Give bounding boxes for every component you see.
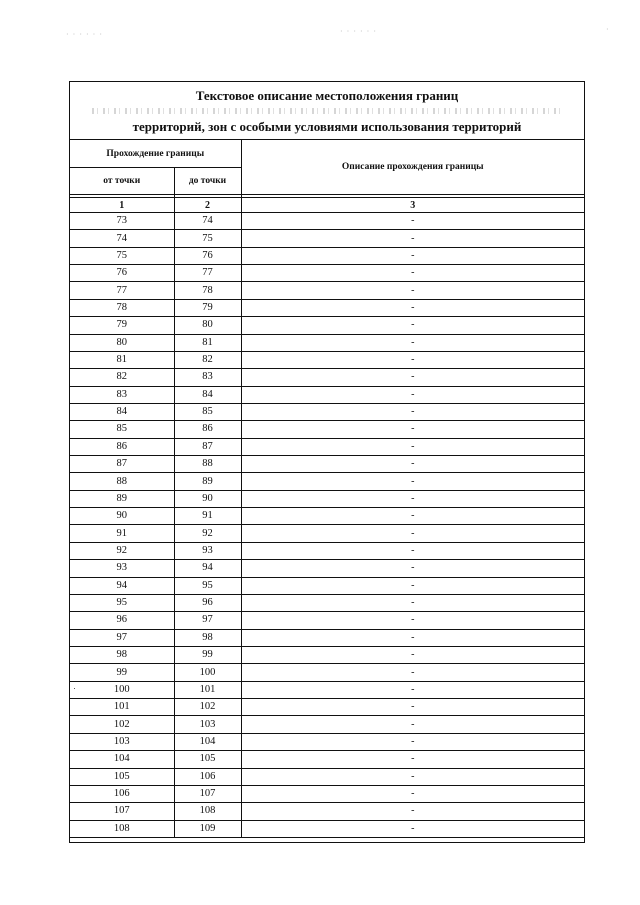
cell-from-point: 101 [70, 699, 174, 716]
cell-to-point: 76 [174, 247, 241, 264]
cell-from-point: 76 [70, 265, 174, 282]
cell-from-point: 87 [70, 456, 174, 473]
cell-description: - [241, 230, 584, 247]
table-row [70, 681, 584, 698]
header-description: Описание прохождения границы [241, 140, 584, 195]
table-row [70, 803, 584, 820]
cell-from-point: 79 [70, 317, 174, 334]
table-row [70, 785, 584, 802]
cell-from-point: 91 [70, 525, 174, 542]
cell-to-point: 91 [174, 508, 241, 525]
table-row [70, 317, 584, 334]
table-row [70, 508, 584, 525]
cell-from-point: 106 [70, 785, 174, 802]
cell-description: - [241, 334, 584, 351]
cell-from-point: 99 [70, 664, 174, 681]
table-row [70, 247, 584, 264]
cell-from-point: 92 [70, 542, 174, 559]
cell-description: - [241, 473, 584, 490]
table-row [70, 716, 584, 733]
cell-from-point: 77 [70, 282, 174, 299]
table-row [70, 299, 584, 316]
cell-to-point: 93 [174, 542, 241, 559]
cell-description: - [241, 299, 584, 316]
cell-from-point: 107 [70, 803, 174, 820]
table-row [70, 456, 584, 473]
cell-to-point: 82 [174, 351, 241, 368]
cell-from-point: 73 [70, 213, 174, 230]
cell-to-point: 92 [174, 525, 241, 542]
cell-description: - [241, 560, 584, 577]
column-number: 3 [241, 198, 584, 213]
cell-description: - [241, 386, 584, 403]
cell-to-point: 81 [174, 334, 241, 351]
cell-to-point: 84 [174, 386, 241, 403]
table-row [70, 733, 584, 750]
cell-description: - [241, 681, 584, 698]
cell-to-point: 86 [174, 421, 241, 438]
cell-description: - [241, 213, 584, 230]
cell-to-point: 105 [174, 751, 241, 768]
cell-from-point: 103 [70, 733, 174, 750]
cell-to-point: 80 [174, 317, 241, 334]
cell-description: - [241, 525, 584, 542]
cell-description: - [241, 820, 584, 837]
cell-from-point: 74 [70, 230, 174, 247]
cell-to-point: 83 [174, 369, 241, 386]
scan-mark-left: · · · · · · [66, 30, 103, 39]
scan-mark-right: · [606, 25, 610, 34]
cell-description: - [241, 247, 584, 264]
cell-from-point: 86 [70, 438, 174, 455]
cell-description: - [241, 456, 584, 473]
cell-to-point: 99 [174, 646, 241, 663]
header-from-point: от точки [70, 168, 174, 195]
cell-from-point: 85 [70, 421, 174, 438]
cell-from-point: 78 [70, 299, 174, 316]
cell-description: - [241, 421, 584, 438]
cell-description: - [241, 751, 584, 768]
title-line-1: Текстовое описание местоположения границ [195, 88, 459, 103]
table-row [70, 334, 584, 351]
cell-description: - [241, 716, 584, 733]
table-row [70, 403, 584, 420]
scan-noise-line [92, 108, 562, 114]
cell-to-point: 78 [174, 282, 241, 299]
table-row [70, 577, 584, 594]
cell-from-point: 83 [70, 386, 174, 403]
cell-description: - [241, 490, 584, 507]
table-row [70, 820, 584, 837]
cell-to-point: 98 [174, 629, 241, 646]
table-row [70, 612, 584, 629]
cell-from-point: 100 [70, 681, 174, 698]
column-number: 2 [174, 198, 241, 213]
title-line-2: территорий, зон с особыми условиями использования территорий [132, 119, 522, 134]
cell-from-point: 105 [70, 768, 174, 785]
cell-to-point: 94 [174, 560, 241, 577]
cell-from-point: 93 [70, 560, 174, 577]
cell-description: - [241, 577, 584, 594]
cell-from-point: 104 [70, 751, 174, 768]
cell-description: - [241, 768, 584, 785]
table-row [70, 646, 584, 663]
cell-to-point: 74 [174, 213, 241, 230]
cell-from-point: 82 [70, 369, 174, 386]
table-row [70, 751, 584, 768]
table-row [70, 490, 584, 507]
cell-from-point: 97 [70, 629, 174, 646]
table-row [70, 699, 584, 716]
table-row [70, 369, 584, 386]
cell-from-point: 102 [70, 716, 174, 733]
cell-description: - [241, 646, 584, 663]
table-row [70, 230, 584, 247]
header-to-point: до точки [174, 168, 241, 195]
cell-from-point: 75 [70, 247, 174, 264]
cell-to-point: 102 [174, 699, 241, 716]
table-row [70, 629, 584, 646]
table-row [70, 473, 584, 490]
cell-from-point: 96 [70, 612, 174, 629]
cell-from-point: 94 [70, 577, 174, 594]
cell-to-point: 79 [174, 299, 241, 316]
cell-to-point: 95 [174, 577, 241, 594]
table-row [70, 213, 584, 230]
cell-description: - [241, 785, 584, 802]
table-bottom-rule [70, 837, 584, 842]
cell-from-point: 89 [70, 490, 174, 507]
cell-to-point: 75 [174, 230, 241, 247]
table-row [70, 421, 584, 438]
cell-to-point: 90 [174, 490, 241, 507]
cell-description: - [241, 317, 584, 334]
cell-to-point: 108 [174, 803, 241, 820]
table-body [70, 195, 584, 837]
cell-to-point: 100 [174, 664, 241, 681]
cell-description: - [241, 594, 584, 611]
cell-description: - [241, 803, 584, 820]
cell-from-point: 108 [70, 820, 174, 837]
scan-mark-center: · · · · · · [340, 27, 377, 36]
cell-description: - [241, 351, 584, 368]
table-row [70, 768, 584, 785]
boundary-table [70, 140, 584, 837]
table-row [70, 265, 584, 282]
cell-to-point: 106 [174, 768, 241, 785]
table-row [70, 542, 584, 559]
table-row [70, 282, 584, 299]
cell-to-point: 103 [174, 716, 241, 733]
cell-description: - [241, 282, 584, 299]
cell-from-point: 95 [70, 594, 174, 611]
cell-from-point: 81 [70, 351, 174, 368]
cell-to-point: 87 [174, 438, 241, 455]
cell-from-point: 84 [70, 403, 174, 420]
cell-description: - [241, 612, 584, 629]
cell-to-point: 101 [174, 681, 241, 698]
cell-description: - [241, 369, 584, 386]
table-row [70, 560, 584, 577]
cell-description: - [241, 508, 584, 525]
cell-description: - [241, 733, 584, 750]
column-number: 1 [70, 198, 174, 213]
cell-description: - [241, 403, 584, 420]
cell-from-point: 98 [70, 646, 174, 663]
cell-to-point: 104 [174, 733, 241, 750]
cell-from-point: 90 [70, 508, 174, 525]
cell-to-point: 96 [174, 594, 241, 611]
cell-description: - [241, 699, 584, 716]
cell-to-point: 88 [174, 456, 241, 473]
boundary-description-frame [69, 81, 585, 843]
title-block [70, 82, 584, 140]
cell-description: - [241, 664, 584, 681]
table-row [70, 525, 584, 542]
cell-description: - [241, 438, 584, 455]
cell-from-point: 80 [70, 334, 174, 351]
cell-to-point: 89 [174, 473, 241, 490]
cell-from-point: 88 [70, 473, 174, 490]
table-row [70, 351, 584, 368]
cell-to-point: 109 [174, 820, 241, 837]
table-row [70, 664, 584, 681]
table-row [70, 594, 584, 611]
column-number-row [70, 198, 584, 213]
table-row [70, 438, 584, 455]
cell-description: - [241, 265, 584, 282]
cell-to-point: 77 [174, 265, 241, 282]
table-row [70, 386, 584, 403]
cell-to-point: 97 [174, 612, 241, 629]
cell-to-point: 85 [174, 403, 241, 420]
cell-description: - [241, 629, 584, 646]
cell-to-point: 107 [174, 785, 241, 802]
cell-description: - [241, 542, 584, 559]
header-boundary-passage: Прохождение границы [70, 140, 241, 168]
